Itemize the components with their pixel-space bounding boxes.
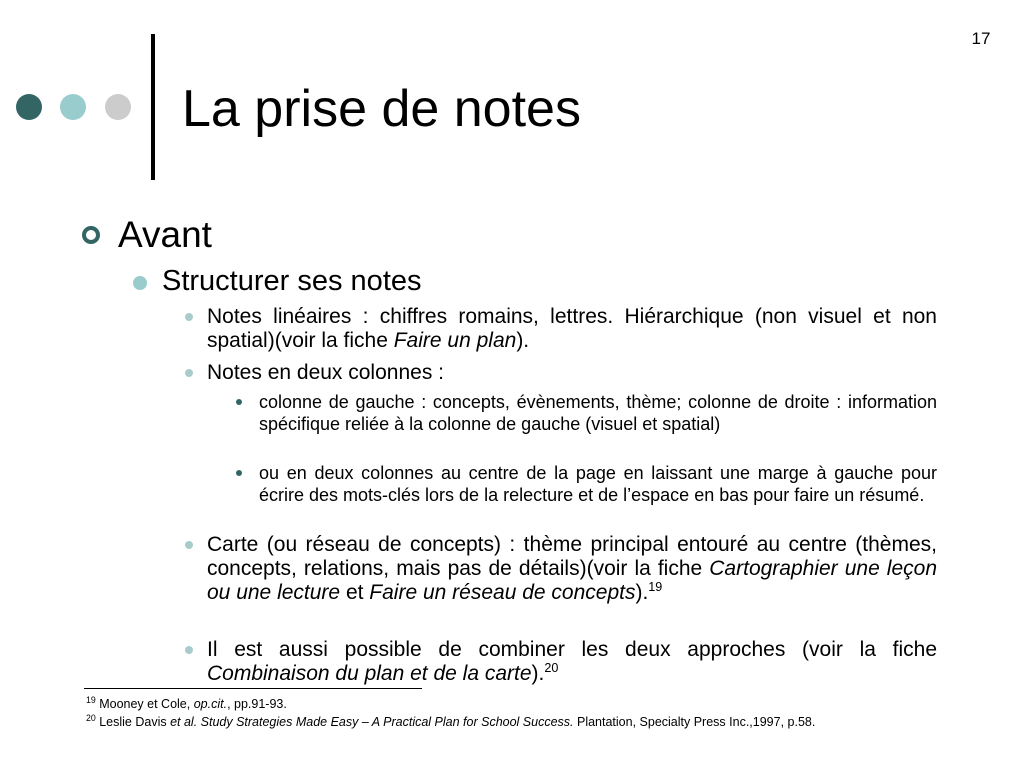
decorative-dot-dark [16,94,42,120]
sub-bullet-icon [236,399,242,405]
item-text: Notes linéaires : chiffres romains, lettres. Hiérarchique (non visuel et non spatial)(voir la fiche [207,305,937,352]
item-text: Carte (ou réseau de concepts) : thème principal entouré au centre (thèmes, concepts, relations, mais pas de détails)(voir la fiche [207,533,937,580]
reference-fiche: Faire un plan [393,329,517,352]
footnote-text: , pp.91-93. [227,697,287,711]
item-combiner [207,638,937,686]
subitem-colonne-gauche: colonne de gauche : concepts, évènements, thème; colonne de droite : information spécifique reliée à la colonne de gauche (visuel et spatial) [259,392,937,434]
footnote-20 [86,714,815,730]
footnote-text: Plantation, Specialty Press Inc.,1997, p.58. [573,715,816,729]
heading-avant: Avant [118,214,212,255]
bullet-icon [185,313,193,321]
footnote-italic: op.cit. [193,697,228,711]
item-carte [207,533,937,605]
reference-fiche: Faire un réseau de concepts [369,581,636,604]
footnote-ref: 20 [544,661,559,675]
decorative-dot-teal [60,94,86,120]
sub-bullet-icon [236,470,242,476]
bullet-icon [185,369,193,377]
footnote-separator [84,688,422,689]
footnote-ref: 19 [648,580,663,594]
subheading-structurer: Structurer ses notes [162,265,422,297]
item-notes-lineaires [207,305,937,353]
item-text: ). [531,662,545,685]
title-divider [151,34,155,180]
subitem-deux-colonnes-centre: ou en deux colonnes au centre de la page en laissant une marge à gauche pour écrire des mots-clés lors de la relecture et de l’espace en bas pour faire un résumé. [259,463,937,505]
footnote-19 [86,696,287,712]
item-text: ). [516,329,530,352]
footnote-text: Leslie Davis [95,715,171,729]
page-number: 17 [971,29,991,48]
item-text: Il est aussi possible de combiner les deux approches (voir la fiche [207,638,937,661]
item-text: et [340,581,370,604]
slide-title: La prise de notes [182,80,581,138]
bullet-icon [185,646,193,654]
footnote-text: Mooney et Cole, [95,697,194,711]
dot-bullet-icon [133,276,147,290]
footnote-italic: et al. Study Strategies Made Easy – A Practical Plan for School Success. [170,715,574,729]
reference-fiche: Cartographier une leçon ou une lecture [207,557,937,604]
footnote-number: 20 [86,712,96,723]
ring-bullet-icon [82,226,100,244]
reference-fiche: Combinaison du plan et de la carte [207,662,532,685]
bullet-icon [185,541,193,549]
item-text: ). [635,581,649,604]
decorative-dot-gray [105,94,131,120]
item-deux-colonnes: Notes en deux colonnes : [207,361,444,384]
footnote-number: 19 [86,694,96,705]
